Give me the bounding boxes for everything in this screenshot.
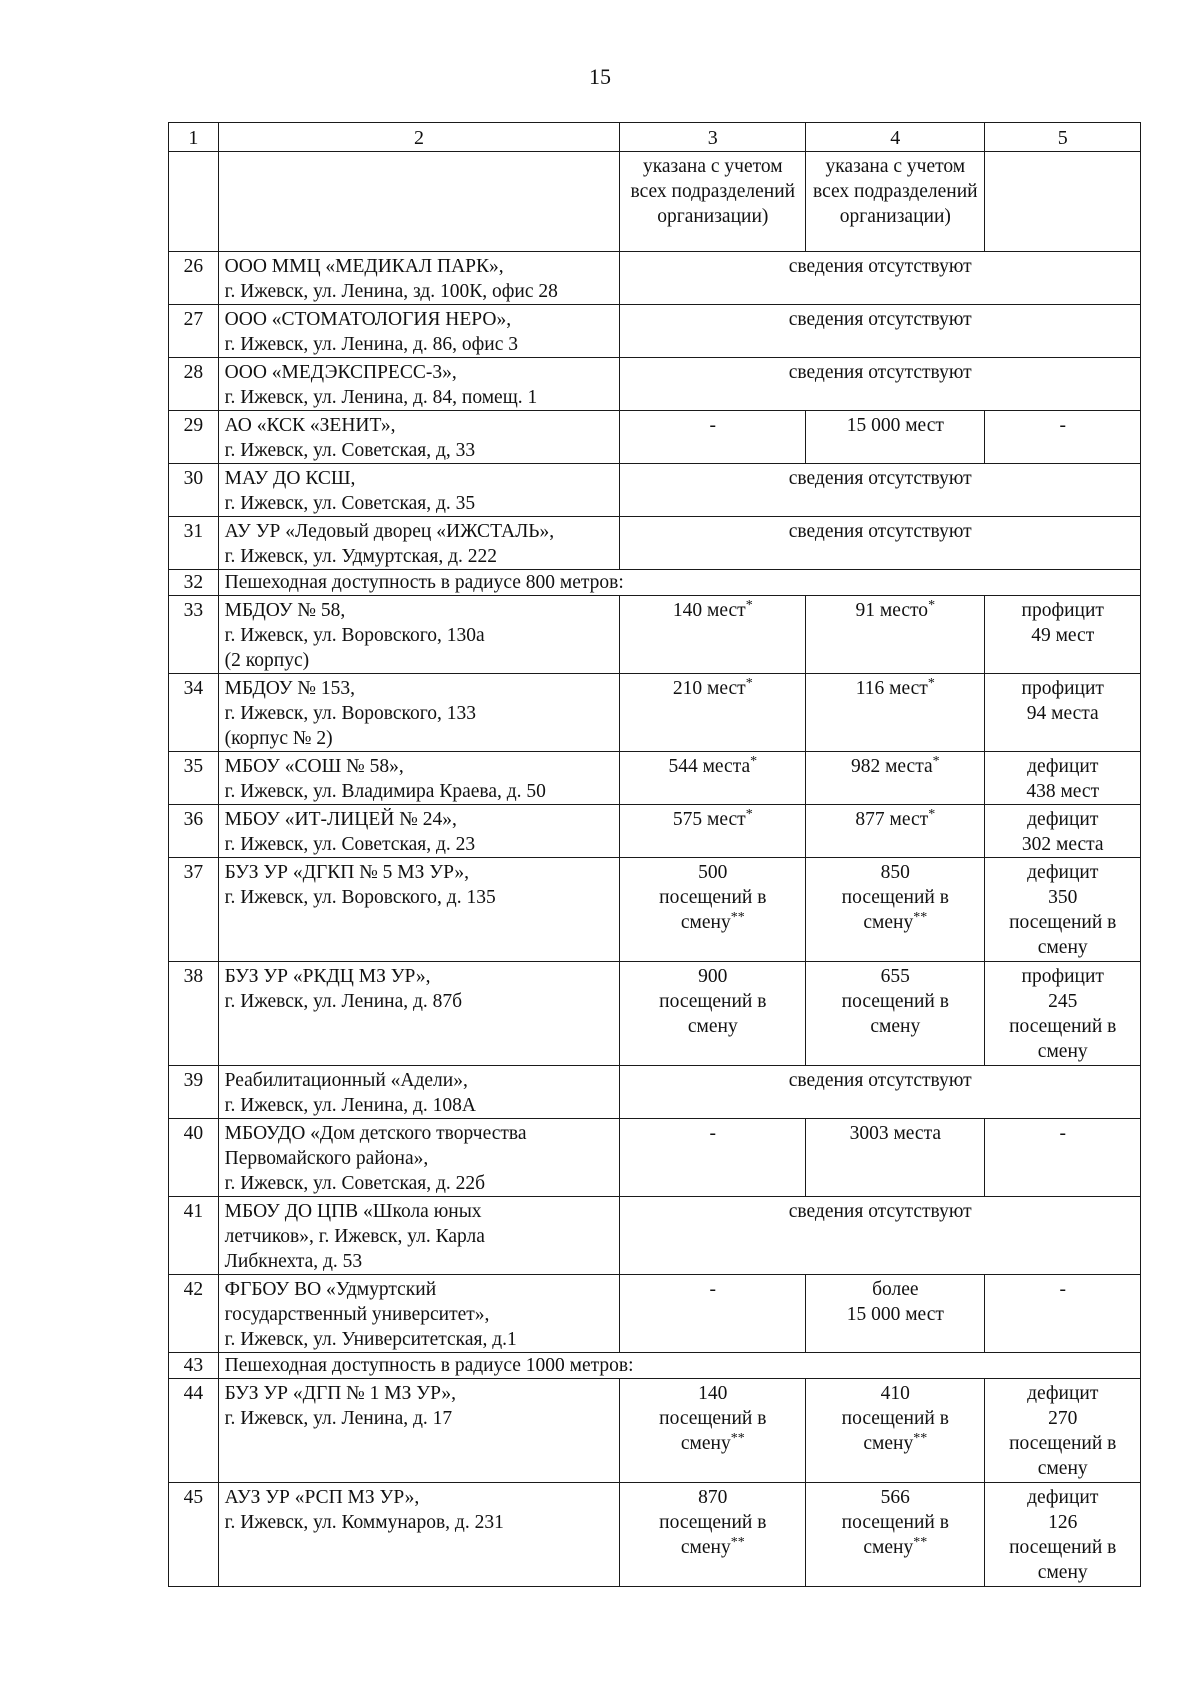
capacity-col4: 15 000 мест — [806, 411, 985, 464]
facility-building: (2 корпус) — [224, 650, 310, 671]
facilities-table — [168, 122, 1141, 1587]
footnote-marker: ** — [913, 1535, 928, 1550]
facility-cell — [218, 305, 620, 358]
capacity-col3: 140 мест* — [620, 596, 806, 674]
capacity-col3: 544 места* — [620, 752, 806, 805]
header-row-column-numbers — [169, 123, 1141, 152]
row-number: 39 — [169, 1066, 219, 1119]
facility-cell — [218, 858, 620, 962]
facility-name: МБОУ ДО ЦПВ «Школа юных — [224, 1201, 482, 1222]
facility-name: ООО «МЕДЭКСПРЕСС-3», — [224, 362, 457, 383]
capacity-col4: 116 мест* — [806, 674, 985, 752]
facility-cell — [218, 1119, 620, 1197]
table-row — [169, 411, 1141, 464]
balance-col5: - — [985, 1119, 1141, 1197]
facility-name: ООО «СТОМАТОЛОГИЯ НЕРО», — [224, 309, 512, 330]
facility-cell — [218, 1197, 620, 1275]
table-row — [169, 305, 1141, 358]
capacity-col3: 210 мест* — [620, 674, 806, 752]
facility-name: АУ УР «Ледовый дворец «ИЖСТАЛЬ», — [224, 521, 555, 542]
no-data-cell: сведения отсутствуют — [620, 1066, 1141, 1119]
footnote-marker: * — [745, 807, 753, 822]
no-data-cell: сведения отсутствуют — [620, 1197, 1141, 1275]
row-number: 32 — [169, 570, 219, 596]
footnote-marker: ** — [730, 1431, 745, 1446]
table-row — [169, 1066, 1141, 1119]
row-number: 41 — [169, 1197, 219, 1275]
table-row — [169, 252, 1141, 305]
capacity-col4: 982 места* — [806, 752, 985, 805]
capacity-col3: - — [620, 411, 806, 464]
table-row — [169, 358, 1141, 411]
balance-col5: дефицит 350 посещений в смену — [985, 858, 1141, 962]
table-row — [169, 752, 1141, 805]
facility-cell — [218, 358, 620, 411]
facility-address: г. Ижевск, ул. Владимира Краева, д. 50 — [224, 781, 546, 802]
footnote-marker: ** — [730, 910, 745, 925]
capacity-col4: 877 мест* — [806, 805, 985, 858]
facility-address: г. Ижевск, ул. Ленина, д. 86, офис 3 — [224, 334, 519, 355]
facility-cell — [218, 1483, 620, 1587]
capacity-col3: - — [620, 1275, 806, 1353]
facility-name: ООО ММЦ «МЕДИКАЛ ПАРК», — [224, 256, 504, 277]
facility-name: БУЗ УР «ДГП № 1 МЗ УР», — [224, 1383, 457, 1404]
facility-cell — [218, 1275, 620, 1353]
row-number: 33 — [169, 596, 219, 674]
table-row — [169, 517, 1141, 570]
footnote-marker: * — [928, 598, 936, 613]
facility-name: БУЗ УР «ДГКП № 5 МЗ УР», — [224, 862, 470, 883]
facility-cell — [218, 411, 620, 464]
capacity-col4: 3003 места — [806, 1119, 985, 1197]
facility-address: г. Ижевск, ул. Советская, д. 23 — [224, 834, 476, 855]
capacity-col4: 850 посещений в смену** — [806, 858, 985, 962]
facility-name: МБОУДО «Дом детского творчества — [224, 1123, 527, 1144]
column-3-note: указана с учетом всех подразделений организации) — [620, 152, 806, 252]
facility-address: г. Ижевск, ул. Ленина, д. 84, помещ. 1 — [224, 387, 538, 408]
facility-name: АО «КСК «ЗЕНИТ», — [224, 415, 396, 436]
facility-name: МАУ ДО КСШ, — [224, 468, 356, 489]
facility-name: ФГБОУ ВО «Удмуртский — [224, 1279, 437, 1300]
column-number-5: 5 — [985, 123, 1141, 152]
facility-address: г. Ижевск, ул. Ленина, зд. 100К, офис 28 — [224, 281, 558, 302]
footnote-marker: * — [927, 676, 935, 691]
capacity-col3: - — [620, 1119, 806, 1197]
facility-name: АУЗ УР «РСП МЗ УР», — [224, 1487, 420, 1508]
row-number: 43 — [169, 1353, 219, 1379]
facility-address: г. Ижевск, ул. Советская, д, 33 — [224, 440, 476, 461]
facility-cell — [218, 962, 620, 1066]
row-number: 36 — [169, 805, 219, 858]
column-number-3: 3 — [620, 123, 806, 152]
no-data-cell: сведения отсутствуют — [620, 305, 1141, 358]
section-heading-1000m: Пешеходная доступность в радиусе 1000 метров: — [218, 1353, 1140, 1379]
footnote-marker: * — [745, 676, 753, 691]
balance-col5: дефицит 126 посещений в смену — [985, 1483, 1141, 1587]
facility-cell — [218, 1379, 620, 1483]
facility-address: г. Ижевск, ул. Коммунаров, д. 231 — [224, 1512, 504, 1533]
facility-address: г. Ижевск, ул. Воровского, д. 135 — [224, 887, 496, 908]
balance-col5: профицит 245 посещений в смену — [985, 962, 1141, 1066]
facility-name-cont: государственный университет», — [224, 1304, 490, 1325]
facility-address: г. Ижевск, ул. Воровского, 133 — [224, 703, 477, 724]
row-number: 40 — [169, 1119, 219, 1197]
table-row — [169, 1119, 1141, 1197]
column-number-4: 4 — [806, 123, 985, 152]
facility-cell — [218, 752, 620, 805]
column-number-2: 2 — [218, 123, 620, 152]
facility-cell — [218, 252, 620, 305]
facility-address: г. Ижевск, ул. Ленина, д. 17 — [224, 1408, 453, 1429]
no-data-cell: сведения отсутствуют — [620, 252, 1141, 305]
balance-col5: - — [985, 1275, 1141, 1353]
footnote-marker: ** — [913, 1431, 928, 1446]
facility-name-cont: летчиков», г. Ижевск, ул. Карла — [224, 1226, 485, 1247]
section-row — [169, 570, 1141, 596]
table-row — [169, 596, 1141, 674]
table-row — [169, 805, 1141, 858]
balance-col5: дефицит 270 посещений в смену — [985, 1379, 1141, 1483]
facility-address: г. Ижевск, ул. Удмуртская, д. 222 — [224, 546, 497, 567]
facility-address: г. Ижевск, ул. Ленина, д. 87б — [224, 991, 463, 1012]
facility-name: МБОУ «ИТ-ЛИЦЕЙ № 24», — [224, 809, 457, 830]
facility-name: Реабилитационный «Адели», — [224, 1070, 468, 1091]
balance-col5: дефицит 302 места — [985, 805, 1141, 858]
balance-col5: профицит 49 мест — [985, 596, 1141, 674]
footnote-marker: * — [932, 754, 940, 769]
no-data-cell: сведения отсутствуют — [620, 464, 1141, 517]
capacity-col3: 870 посещений в смену** — [620, 1483, 806, 1587]
table-row — [169, 464, 1141, 517]
capacity-col3: 900 посещений в смену — [620, 962, 806, 1066]
table-row — [169, 1483, 1141, 1587]
row-number: 38 — [169, 962, 219, 1066]
facility-cell — [218, 674, 620, 752]
row-number: 34 — [169, 674, 219, 752]
facility-cell — [218, 596, 620, 674]
row-number: 42 — [169, 1275, 219, 1353]
balance-col5: профицит 94 места — [985, 674, 1141, 752]
row-number: 44 — [169, 1379, 219, 1483]
facility-name-cont: Первомайского района», — [224, 1148, 429, 1169]
table-row — [169, 1379, 1141, 1483]
page-number: 15 — [589, 64, 611, 89]
row-number: 29 — [169, 411, 219, 464]
section-row — [169, 1353, 1141, 1379]
column-number-1: 1 — [169, 123, 219, 152]
facility-address: г. Ижевск, ул. Советская, д. 22б — [224, 1173, 486, 1194]
balance-col5: - — [985, 411, 1141, 464]
facility-cell — [218, 464, 620, 517]
table-row — [169, 1197, 1141, 1275]
capacity-col4: 566 посещений в смену** — [806, 1483, 985, 1587]
row-number: 35 — [169, 752, 219, 805]
facility-name: БУЗ УР «РКДЦ МЗ УР», — [224, 966, 431, 987]
facility-cell — [218, 805, 620, 858]
header-row-notes — [169, 152, 1141, 252]
facility-building: (корпус № 2) — [224, 728, 333, 749]
capacity-col4: 655 посещений в смену — [806, 962, 985, 1066]
facility-address: г. Ижевск, ул. Ленина, д. 108А — [224, 1095, 476, 1116]
footnote-marker: ** — [730, 1535, 745, 1550]
capacity-col3: 575 мест* — [620, 805, 806, 858]
capacity-col3: 140 посещений в смену** — [620, 1379, 806, 1483]
capacity-col3: 500 посещений в смену** — [620, 858, 806, 962]
row-number: 30 — [169, 464, 219, 517]
balance-col5: дефицит 438 мест — [985, 752, 1141, 805]
footnote-marker: * — [928, 807, 936, 822]
no-data-cell: сведения отсутствуют — [620, 517, 1141, 570]
facility-address: г. Ижевск, ул. Советская, д. 35 — [224, 493, 476, 514]
table-row — [169, 962, 1141, 1066]
table-row — [169, 858, 1141, 962]
capacity-col4: 91 место* — [806, 596, 985, 674]
row-number: 28 — [169, 358, 219, 411]
no-data-cell: сведения отсутствуют — [620, 358, 1141, 411]
footnote-marker: * — [750, 754, 758, 769]
capacity-col4: более 15 000 мест — [806, 1275, 985, 1353]
capacity-col4: 410 посещений в смену** — [806, 1379, 985, 1483]
table-row — [169, 674, 1141, 752]
facility-address: г. Ижевск, ул. Воровского, 130а — [224, 625, 485, 646]
facility-name: МБДОУ № 58, — [224, 600, 346, 621]
table-row — [169, 1275, 1141, 1353]
row-number: 31 — [169, 517, 219, 570]
facility-name: МБДОУ № 153, — [224, 678, 356, 699]
row-number: 27 — [169, 305, 219, 358]
row-number: 45 — [169, 1483, 219, 1587]
column-4-note: указана с учетом всех подразделений организации) — [806, 152, 985, 252]
section-heading-800m: Пешеходная доступность в радиусе 800 метров: — [218, 570, 1140, 596]
footnote-marker: ** — [913, 910, 928, 925]
footnote-marker: * — [745, 598, 753, 613]
facility-cell — [218, 517, 620, 570]
facility-address: г. Ижевск, ул. Университетская, д.1 — [224, 1329, 517, 1350]
facility-name: МБОУ «СОШ № 58», — [224, 756, 404, 777]
row-number: 37 — [169, 858, 219, 962]
facility-address: Либкнехта, д. 53 — [224, 1251, 363, 1272]
row-number: 26 — [169, 252, 219, 305]
facility-cell — [218, 1066, 620, 1119]
